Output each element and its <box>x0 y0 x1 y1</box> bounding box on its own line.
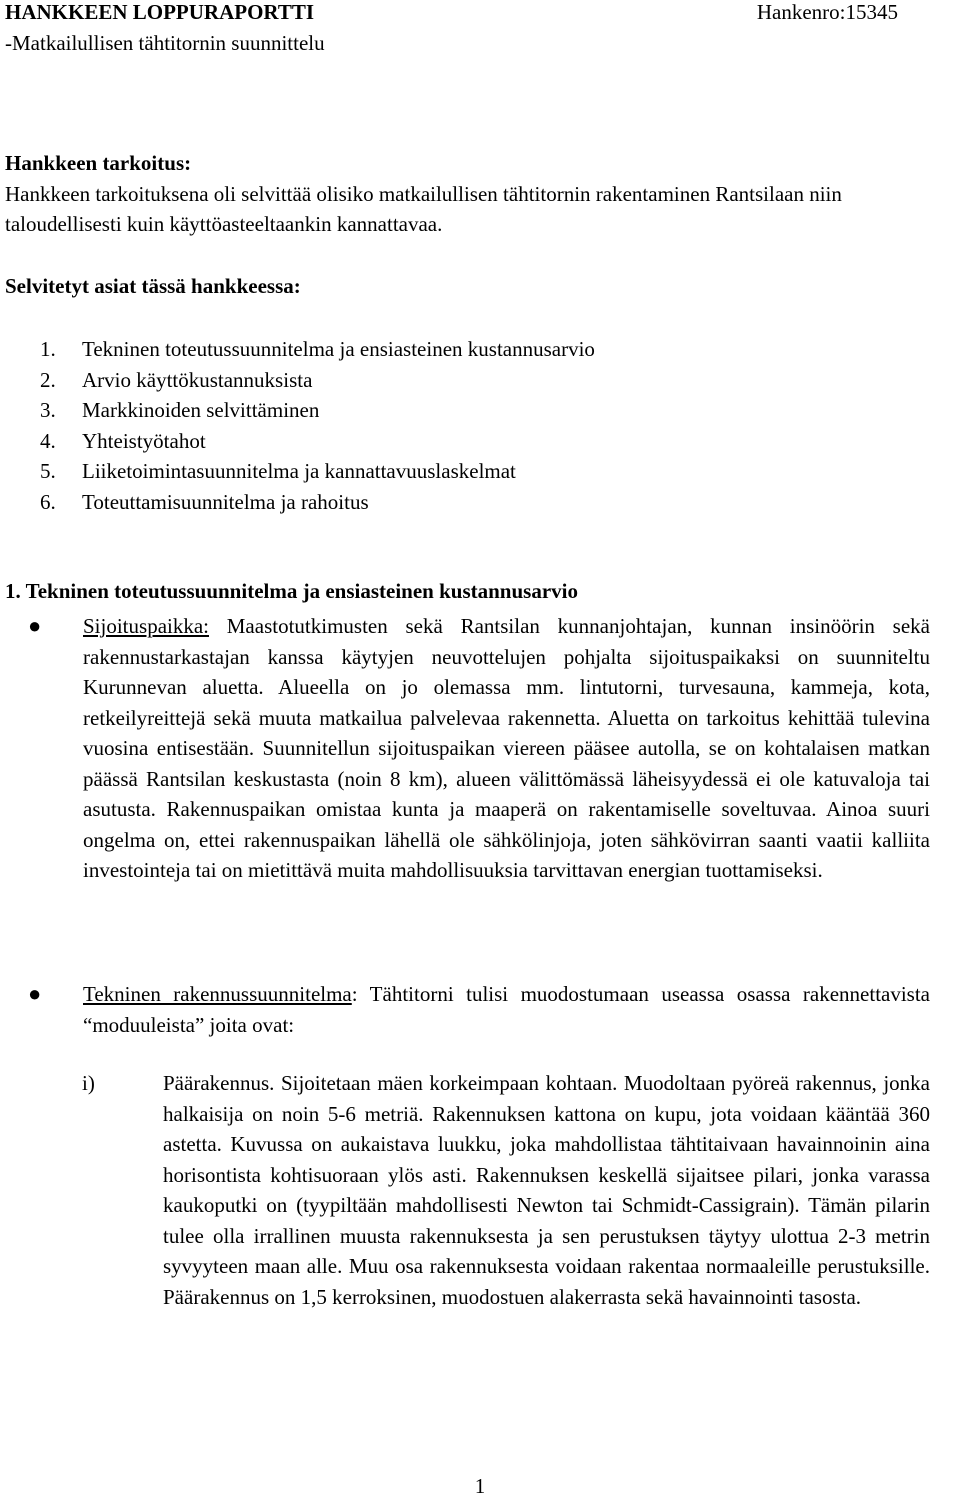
list-item-label: Markkinoiden selvittäminen <box>82 398 320 422</box>
module-label: i) <box>82 1071 95 1095</box>
construction-label: Tekninen rakennussuunnitelma <box>83 982 352 1006</box>
page-number: 1 <box>474 1474 486 1498</box>
list-item-number: 5. <box>40 459 56 483</box>
list-item-number: 3. <box>40 398 56 422</box>
purpose-heading: Hankkeen tarkoitus: <box>5 151 192 175</box>
list-item-label: Arvio käyttökustannuksista <box>82 367 313 392</box>
topics-heading: Selvitetyt asiat tässä hankkeessa: <box>5 274 301 298</box>
construction-description: : Tähtitorni tulisi muodostumaan useassa osassa rakennettavista “moduuleista” joita ovat: <box>83 982 931 1037</box>
purpose-section <box>5 148 905 240</box>
project-number: Hankenro:15345 <box>756 0 898 24</box>
list-item-number: 6. <box>40 489 56 514</box>
document-header <box>5 0 898 58</box>
report-title: HANKKEEN LOPPURAPORTTI <box>5 0 315 24</box>
list-item-label: Toteuttamisuunnitelma ja rahoitus <box>82 489 369 514</box>
module-main-building <box>82 1068 930 1312</box>
bullet-construction-text <box>83 979 930 1040</box>
bullet-site-text <box>83 611 930 886</box>
list-item <box>40 487 595 518</box>
list-item-label: Yhteistyötahot <box>82 428 206 453</box>
list-item <box>40 334 595 365</box>
list-item-number: 4. <box>40 428 56 453</box>
list-item-number: 1. <box>40 337 56 361</box>
purpose-text: Hankkeen tarkoituksena oli selvittää olisiko matkailullisen tähtitornin rakentaminen Rantsilaan niin taloudellisesti kuin käyttöasteeltaankin kannattavaa. <box>5 181 842 236</box>
report-subtitle: -Matkailullisen tähtitornin suunnittelu <box>5 30 325 55</box>
list-item <box>40 456 595 487</box>
bullet-construction-plan <box>28 979 930 1040</box>
list-item <box>40 395 595 426</box>
topics-list <box>40 334 595 517</box>
site-description: Maastotutkimusten sekä Rantsilan kunnanjohtajan, kunnan insinöörin sekä rakennustarkastajan kanssa käytyjen neuvottelujen pohjalta sijoituspaikaksi on suunniteltu Kurunnevan aluetta. Alueella on jo olemassa mm. lintutorni, turvesauna, kammeja, kota, retkeilyreittejä sekä muuta matkailua palvelevaa rakennetta. Aluetta on tarkoitus kehittää tulevina vuosina entisestään. Suunnitellun sijoituspaikan viereen pääsee autolla, se on kohtalaisen matkan päässä Rantsilan keskustasta (noin 8 km), alueen välittömässä läheisyydessä ei ole katuvaloja tai asutusta. Rakennuspaikan omistaa kunta ja maaperä on rakentamiselle soveltuvaa. Ainoa suuri ongelma on, ettei rakennuspaikan lähellä ole sähkölinjoja, joten sähkövirran saanti vaatii kalliita investointeja tai on mietittävä muita mahdollisuuksia tarvittavan energian tuottamiseksi. <box>83 614 930 882</box>
list-item-label: Tekninen toteutussuunnitelma ja ensiasteinen kustannusarvio <box>82 337 595 361</box>
list-item <box>40 426 595 457</box>
section-heading: 1. Tekninen toteutussuunnitelma ja ensiasteinen kustannusarvio <box>5 579 578 603</box>
site-label: Sijoituspaikka: <box>83 614 209 638</box>
header-row <box>5 0 898 28</box>
module-description: Päärakennus. Sijoitetaan mäen korkeimpaan kohtaan. Muodoltaan pyöreä rakennus, jonka halkaisija on noin 5-6 metriä. Rakennuksen kattona on kupu, jota voidaan kääntää 360 astetta. Kuvussa on aukaistava luukku, joka mahdollistaa tähtitaivaan havainnoinin aina horisontista kohtisuoraan ylös asti. Rakennuksen keskellä sijaitsee pilari, jonka varassa kaukoputki on (tyypiltään mahdollisesti Newton tai Schmidt-Cassigrain). Tämän pilarin tulee olla irrallinen muusta rakennuksesta ja sen perustuksen täytyy ulottua 2-3 metrin syvyyteen maan alle. Muu osa rakennuksesta voidaan rakentaa normaaleille perustuksille. Päärakennus on 1,5 kerroksinen, muodostuen alakerrasta sekä havainnointi tasosta. <box>163 1071 930 1309</box>
bullet-icon: ● <box>28 613 42 638</box>
bullet-site <box>28 611 930 886</box>
bullet-icon: ● <box>28 981 42 1006</box>
list-item <box>40 365 595 396</box>
list-item-number: 2. <box>40 367 56 392</box>
list-item-label: Liiketoimintasuunnitelma ja kannattavuuslaskelmat <box>82 459 516 483</box>
